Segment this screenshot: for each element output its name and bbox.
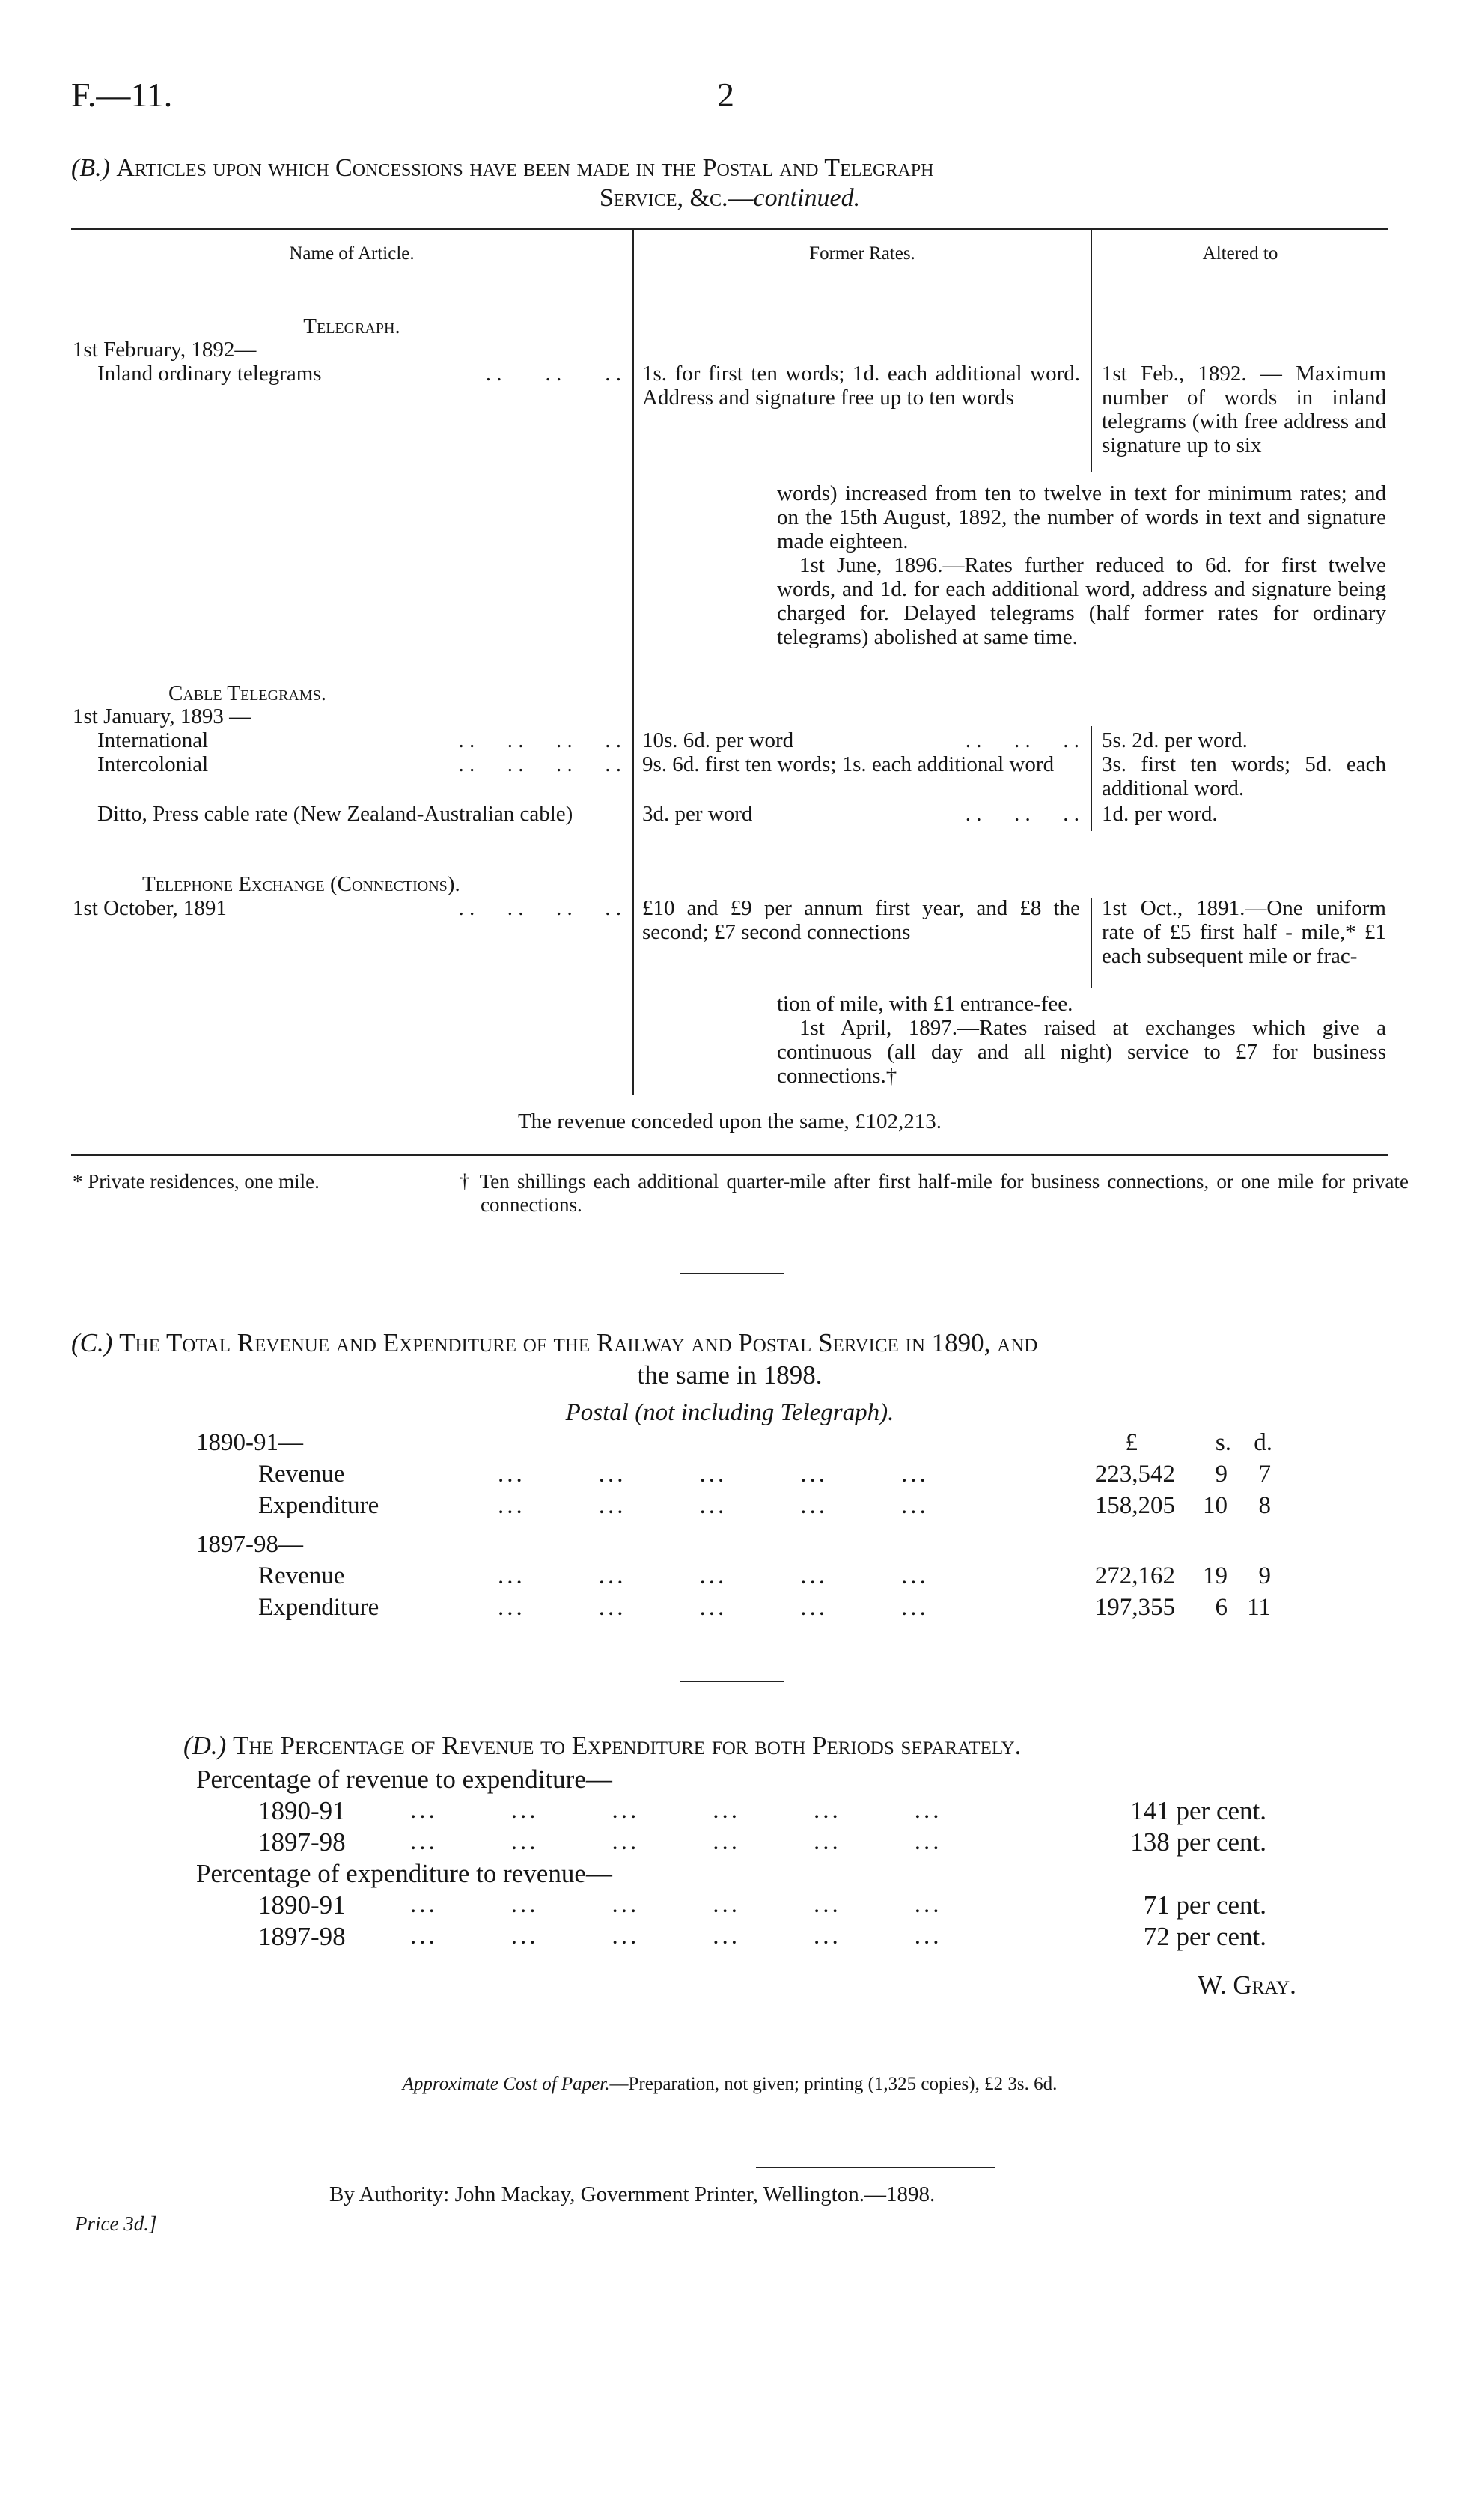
telephone-date: 1st October, 1891 (73, 896, 227, 920)
table-bottom-rule (71, 1154, 1388, 1156)
section-d-title: (D.) The Percentage of Revenue to Expenditure for both Periods separately. (183, 1731, 1022, 1760)
table-top-rule (71, 228, 1388, 230)
period-1890-expenditure-pounds: 158,205 (1094, 1492, 1175, 1519)
rte-1890-year: 1890-91 (258, 1796, 346, 1825)
period-1890-revenue-dots: ... ... ... ... ... (498, 1461, 929, 1488)
rte-1897-year: 1897-98 (258, 1827, 346, 1857)
period-1890-expenditure-label: Expenditure (258, 1492, 379, 1519)
etr-1890-value: 71 per cent. (1143, 1890, 1266, 1920)
period-1890-expenditure-shillings: 10 (1203, 1492, 1228, 1519)
cable-row-intercolonial-altered: 3s. first ten words; 5d. each additional word. (1102, 752, 1386, 800)
period-1890-expenditure-pence: 8 (1258, 1492, 1271, 1519)
telegraph-altered-rate: 1st Feb., 1892. — Maximum number of words in inland telegrams (with free address and signature up to six (1102, 362, 1386, 457)
cable-row-press-former: 3d. per word (642, 802, 753, 826)
divider-rule-1 (680, 1273, 784, 1274)
period-1890-label: 1890-91— (196, 1429, 303, 1456)
cable-row-international-dots: . . . . . . . . (458, 728, 621, 752)
cost-of-paper: Approximate Cost of Paper.—Preparation, not given; printing (1,325 copies), £2 3s. 6d. (402, 2074, 1058, 2094)
table-col-divider-2b (1091, 726, 1092, 831)
rte-1897-value: 138 per cent. (1130, 1827, 1266, 1857)
period-1897-revenue-dots: ... ... ... ... ... (498, 1562, 929, 1589)
telephone-altered-cont-2: 1st April, 1897.—Rates raised at exchanges which give a continuous (all day and all night) service to £7 for business connections.† (777, 1016, 1386, 1088)
period-1897-expenditure-label: Expenditure (258, 1594, 379, 1621)
telephone-altered-rate: 1st Oct., 1891.—One uniform rate of £5 first half - mile,* £1 each subsequent mile or frac- (1102, 896, 1386, 968)
period-1890-revenue-pounds: 223,542 (1094, 1461, 1175, 1488)
telegraph-altered-cont-1: words) increased from ten to twelve in text for minimum rates; and on the 15th August, 1892, the number of words in text and signature made eighteen. (777, 481, 1386, 553)
revenue-conceded: The revenue conceded upon the same, £102,213. (517, 1110, 942, 1133)
cable-heading: Cable Telegrams. (168, 681, 327, 705)
cable-row-international-name: International (97, 728, 209, 752)
cable-date: 1st January, 1893 — (73, 704, 251, 728)
footnote-ten-shillings: † Ten shillings each additional quarter-mile after first half-mile for business connections, or one mile for private connections. (460, 1170, 1409, 1216)
expenditure-to-revenue-heading: Percentage of expenditure to revenue— (196, 1859, 612, 1888)
printer-authority: By Authority: John Mackay, Government Printer, Wellington.—1898. (329, 2182, 936, 2206)
cable-row-international-former: 10s. 6d. per word (642, 728, 794, 752)
section-c-title-line-2: the same in 1898. (637, 1360, 823, 1390)
currency-header-pence: d. (1254, 1429, 1272, 1456)
currency-header-shillings: s. (1215, 1429, 1231, 1456)
period-1897-revenue-pounds: 272,162 (1094, 1562, 1175, 1589)
etr-1890-year: 1890-91 (258, 1890, 346, 1920)
cable-row-international-altered: 5s. 2d. per word. (1102, 728, 1248, 752)
telegraph-item-dots: . . . . . . (485, 362, 621, 386)
cable-row-international-former-dots: . . . . . . (965, 728, 1079, 752)
period-1897-label: 1897-98— (196, 1531, 303, 1558)
etr-1890-dots: ... ... ... ... ... ... (410, 1891, 942, 1918)
period-1890-expenditure-dots: ... ... ... ... ... (498, 1492, 929, 1519)
period-1897-expenditure-pence: 11 (1247, 1594, 1271, 1621)
telegraph-item: Inland ordinary telegrams (97, 362, 322, 386)
telegraph-heading: Telegraph. (303, 314, 400, 338)
rte-1890-dots: ... ... ... ... ... ... (410, 1797, 942, 1824)
etr-1897-year: 1897-98 (258, 1922, 346, 1951)
col-header-name: Name of Article. (289, 243, 415, 264)
authority-rule (756, 2167, 995, 2168)
table-col-divider-2a (1091, 228, 1092, 472)
section-c-subtitle: Postal (not including Telegraph). (565, 1399, 894, 1426)
table-col-divider-1 (632, 228, 634, 1095)
period-1890-revenue-label: Revenue (258, 1461, 345, 1488)
page-number: 2 (717, 76, 734, 114)
period-1897-revenue-pence: 9 (1258, 1562, 1271, 1589)
period-1897-expenditure-shillings: 6 (1215, 1594, 1228, 1621)
rte-1890-value: 141 per cent. (1130, 1796, 1266, 1825)
col-header-former: Former Rates. (809, 243, 915, 264)
footnote-private-residences: * Private residences, one mile. (73, 1170, 320, 1193)
cable-row-press-altered: 1d. per word. (1102, 802, 1218, 826)
period-1897-expenditure-pounds: 197,355 (1094, 1594, 1175, 1621)
telegraph-former-rate: 1s. for first ten words; 1d. each additional word. Address and signature free up to ten words (642, 362, 1080, 410)
rte-1897-dots: ... ... ... ... ... ... (410, 1828, 942, 1855)
cable-row-intercolonial-name: Intercolonial (97, 752, 209, 776)
telephone-heading: Telephone Exchange (Connections). (142, 872, 460, 896)
period-1890-revenue-shillings: 9 (1215, 1461, 1228, 1488)
cable-row-press-name: Ditto, Press cable rate (New Zealand-Australian cable) (97, 802, 573, 826)
telephone-date-dots: . . . . . . . . (458, 896, 621, 920)
telephone-altered-cont-1: tion of mile, with £1 entrance-fee. (777, 992, 1073, 1016)
price: Price 3d.] (75, 2212, 157, 2235)
cable-row-intercolonial-former: 9s. 6d. first ten words; 1s. each additional word (642, 752, 1055, 776)
period-1897-revenue-label: Revenue (258, 1562, 345, 1589)
divider-rule-2 (680, 1681, 784, 1682)
telegraph-date: 1st February, 1892— (73, 338, 257, 362)
period-1897-expenditure-dots: ... ... ... ... ... (498, 1594, 929, 1621)
signature: W. Gray. (1198, 1970, 1296, 2000)
etr-1897-dots: ... ... ... ... ... ... (410, 1923, 942, 1950)
period-1890-revenue-pence: 7 (1258, 1461, 1271, 1488)
telegraph-altered-cont-2: 1st June, 1896.—Rates further reduced to 6d. for first twelve words, and 1d. for each additional word, address and signature being charged for. Delayed telegrams (half former rates for ordinary telegrams) abolished at same time. (777, 553, 1386, 649)
col-header-altered: Altered to (1202, 243, 1278, 264)
cable-row-intercolonial-dots: . . . . . . . . (458, 752, 621, 776)
table-col-divider-2c (1091, 898, 1092, 988)
cable-row-press-former-dots: . . . . . . (965, 802, 1079, 826)
etr-1897-value: 72 per cent. (1143, 1922, 1266, 1951)
currency-header-pounds: £ (1125, 1429, 1138, 1456)
section-b-title: (B.) Articles upon which Concessions have been made in the Postal and Telegraph Service, &c.—continued. (71, 154, 934, 212)
section-c-title: (C.) The Total Revenue and Expenditure of the Railway and Postal Service in 1890, and (71, 1328, 1038, 1357)
period-1897-revenue-shillings: 19 (1203, 1562, 1228, 1589)
telephone-former-rate: £10 and £9 per annum first year, and £8 the second; £7 second connections (642, 896, 1080, 944)
revenue-to-expenditure-heading: Percentage of revenue to expenditure— (196, 1765, 612, 1794)
report-reference: F.—11. (71, 76, 173, 114)
